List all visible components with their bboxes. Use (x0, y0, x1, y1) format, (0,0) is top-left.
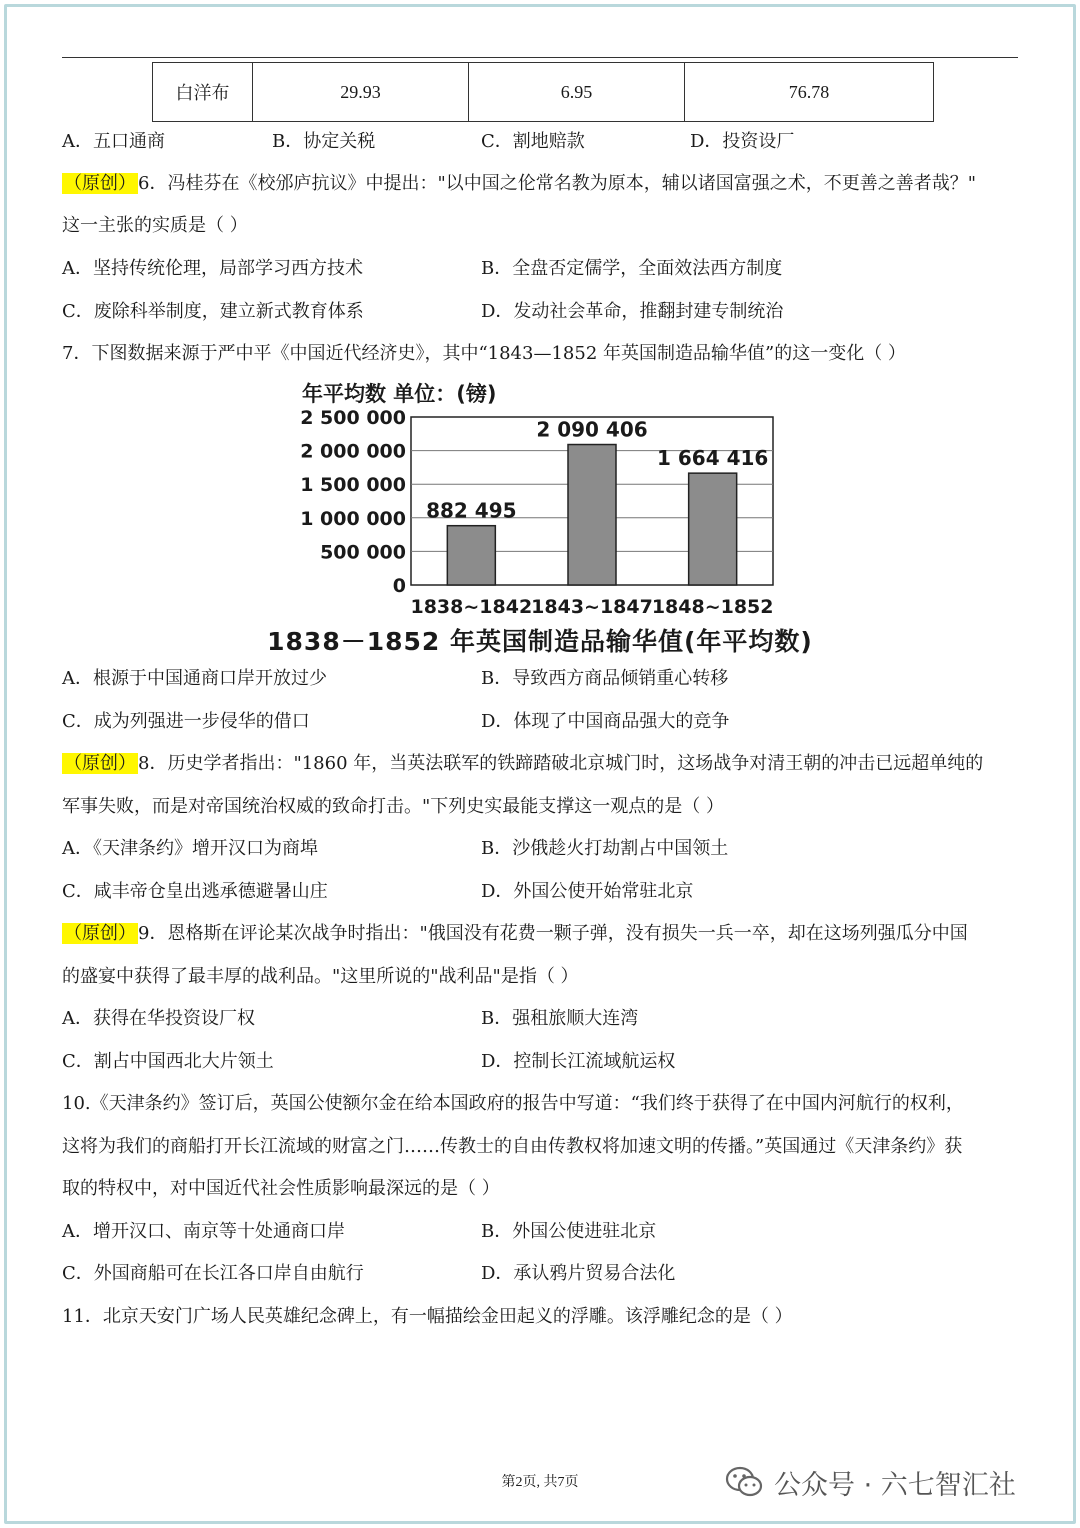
table-cell: 76.78 (685, 63, 934, 122)
q10-option-c: C．外国商船可在长江各口岸自由航行 (62, 1263, 364, 1284)
q10-option-b: B．外国公使进驻北京 (481, 1221, 657, 1242)
q9-line2: 的盛宴中获得了最丰厚的战利品。"这里所说的"战利品"是指（ ） (62, 966, 579, 987)
y-axis-label: 年平均数 单位：(镑) (302, 382, 497, 406)
chart-title: 1838－1852 年英国制造品输华值(年平均数) (267, 627, 813, 656)
q9-option-d: D．控制长江流域航运权 (481, 1051, 676, 1072)
bar-value-label: 2 090 406 (536, 417, 648, 442)
q9-line1: 9．恩格斯在评论某次战争时指出："俄国没有花费一颗子弹，没有损失一兵一卒，却在这场列强瓜分中国 (138, 923, 968, 944)
q7-option-a: A．根源于中国通商口岸开放过少 (62, 668, 327, 689)
q8-option-c: C．咸丰帝仓皇出逃承德避暑山庄 (62, 881, 328, 902)
q10-line2: 这将为我们的商船打开长江流域的财富之门……传教士的自由传教权将加速文明的传播。”英国通过《天津条约》获 (62, 1136, 963, 1157)
table-cell: 6.95 (469, 63, 685, 122)
q6-line2: 这一主张的实质是（ ） (62, 215, 248, 236)
q6-option-b: B．全盘否定儒学，全面效法西方制度 (481, 258, 783, 279)
q6-line1: 6．冯桂芬在《校邠庐抗议》中提出："以中国之伦常名教为原本，辅以诸国富强之术，不更善之善者哉？" (138, 173, 977, 194)
y-tick-label: 1 500 000 (300, 474, 406, 497)
q5-option-a: A．五口通商 (62, 131, 165, 152)
q7-option-b: B．导致西方商品倾销重心转移 (481, 668, 729, 689)
y-tick-label: 2 500 000 (300, 407, 406, 429)
bar-chart (290, 375, 790, 620)
q5-option-b: B．协定关税 (272, 131, 376, 152)
q10-option-a: A．增开汉口、南京等十处通商口岸 (62, 1221, 345, 1242)
q9-stem (62, 922, 968, 946)
q8-line2: 军事失败，而是对帝国统治权威的致命打击。"下列史实最能支撑这一观点的是（ ） (62, 796, 724, 817)
table-row (153, 63, 934, 122)
q7-option-d: D．体现了中国商品强大的竞争 (481, 711, 730, 732)
bar (568, 445, 616, 585)
table-cell: 29.93 (253, 63, 469, 122)
y-tick-label: 2 000 000 (300, 440, 406, 463)
q6-option-d: D．发动社会革命，推翻封建专制统治 (481, 301, 784, 322)
q7-option-c: C．成为列强进一步侵华的借口 (62, 711, 310, 732)
q11-stem: 11．北京天安门广场人民英雄纪念碑上，有一幅描绘金田起义的浮雕。该浮雕纪念的是（ ） (62, 1306, 793, 1327)
q7-stem: 7．下图数据来源于严中平《中国近代经济史》，其中“1843—1852 年英国制造品输华值”的这一变化（ ） (62, 343, 906, 364)
q8-line1: 8．历史学者指出："1860 年，当英法联军的铁蹄踏破北京城门时，这场战争对清王朝的冲击已远超单纯的 (138, 753, 984, 774)
bar (447, 526, 495, 585)
q10-line3: 取的特权中，对中国近代社会性质影响最深远的是（ ） (62, 1178, 500, 1199)
q8-option-b: B．沙俄趁火打劫割占中国领土 (481, 838, 729, 859)
y-tick-label: 0 (392, 575, 406, 597)
page-number: 第2页, 共7页 (501, 1475, 579, 1490)
q8-option-d: D．外国公使开始常驻北京 (481, 881, 694, 902)
q9-option-a: A．获得在华投资设厂权 (62, 1008, 255, 1029)
q6-option-a: A．坚持传统伦理，局部学习西方技术 (62, 258, 363, 279)
q8-stem (62, 752, 983, 776)
watermark (724, 1460, 1016, 1504)
bar-value-label: 1 664 416 (656, 446, 769, 471)
q6-option-c: C．废除科举制度，建立新式教育体系 (62, 301, 364, 322)
q9-option-b: B．强租旅顺大连湾 (481, 1008, 639, 1029)
bar (689, 473, 737, 585)
bar-value-label: 882 495 (426, 498, 517, 523)
price-table (152, 62, 934, 122)
x-tick-label: 1843~1847 (531, 596, 653, 618)
x-tick-label: 1848~1852 (651, 596, 774, 618)
q10-option-d: D．承认鸦片贸易合法化 (481, 1263, 676, 1284)
q5-option-c: C．割地赔款 (481, 131, 585, 152)
q5-option-d: D．投资设厂 (690, 131, 795, 152)
wechat-icon (724, 1462, 764, 1502)
q9-option-c: C．割占中国西北大片领土 (62, 1051, 274, 1072)
original-tag: （原创） (64, 923, 136, 944)
q10-line1: 10.《天津条约》签订后，英国公使额尔金在给本国政府的报告中写道：“我们终于获得了在中国内河航行的权利， (62, 1093, 964, 1114)
y-tick-label: 1 000 000 (300, 507, 406, 530)
q8-option-a: A．《天津条约》增开汉口为商埠 (62, 838, 318, 859)
original-tag: （原创） (64, 753, 136, 774)
table-cell: 白洋布 (153, 63, 253, 122)
q6-stem (62, 172, 976, 196)
top-rule (62, 57, 1018, 58)
watermark-text: 公众号 · 六七智汇社 (774, 1469, 1016, 1501)
original-tag: （原创） (64, 173, 136, 194)
x-tick-label: 1838~1842 (410, 596, 533, 618)
y-tick-label: 500 000 (320, 541, 406, 564)
